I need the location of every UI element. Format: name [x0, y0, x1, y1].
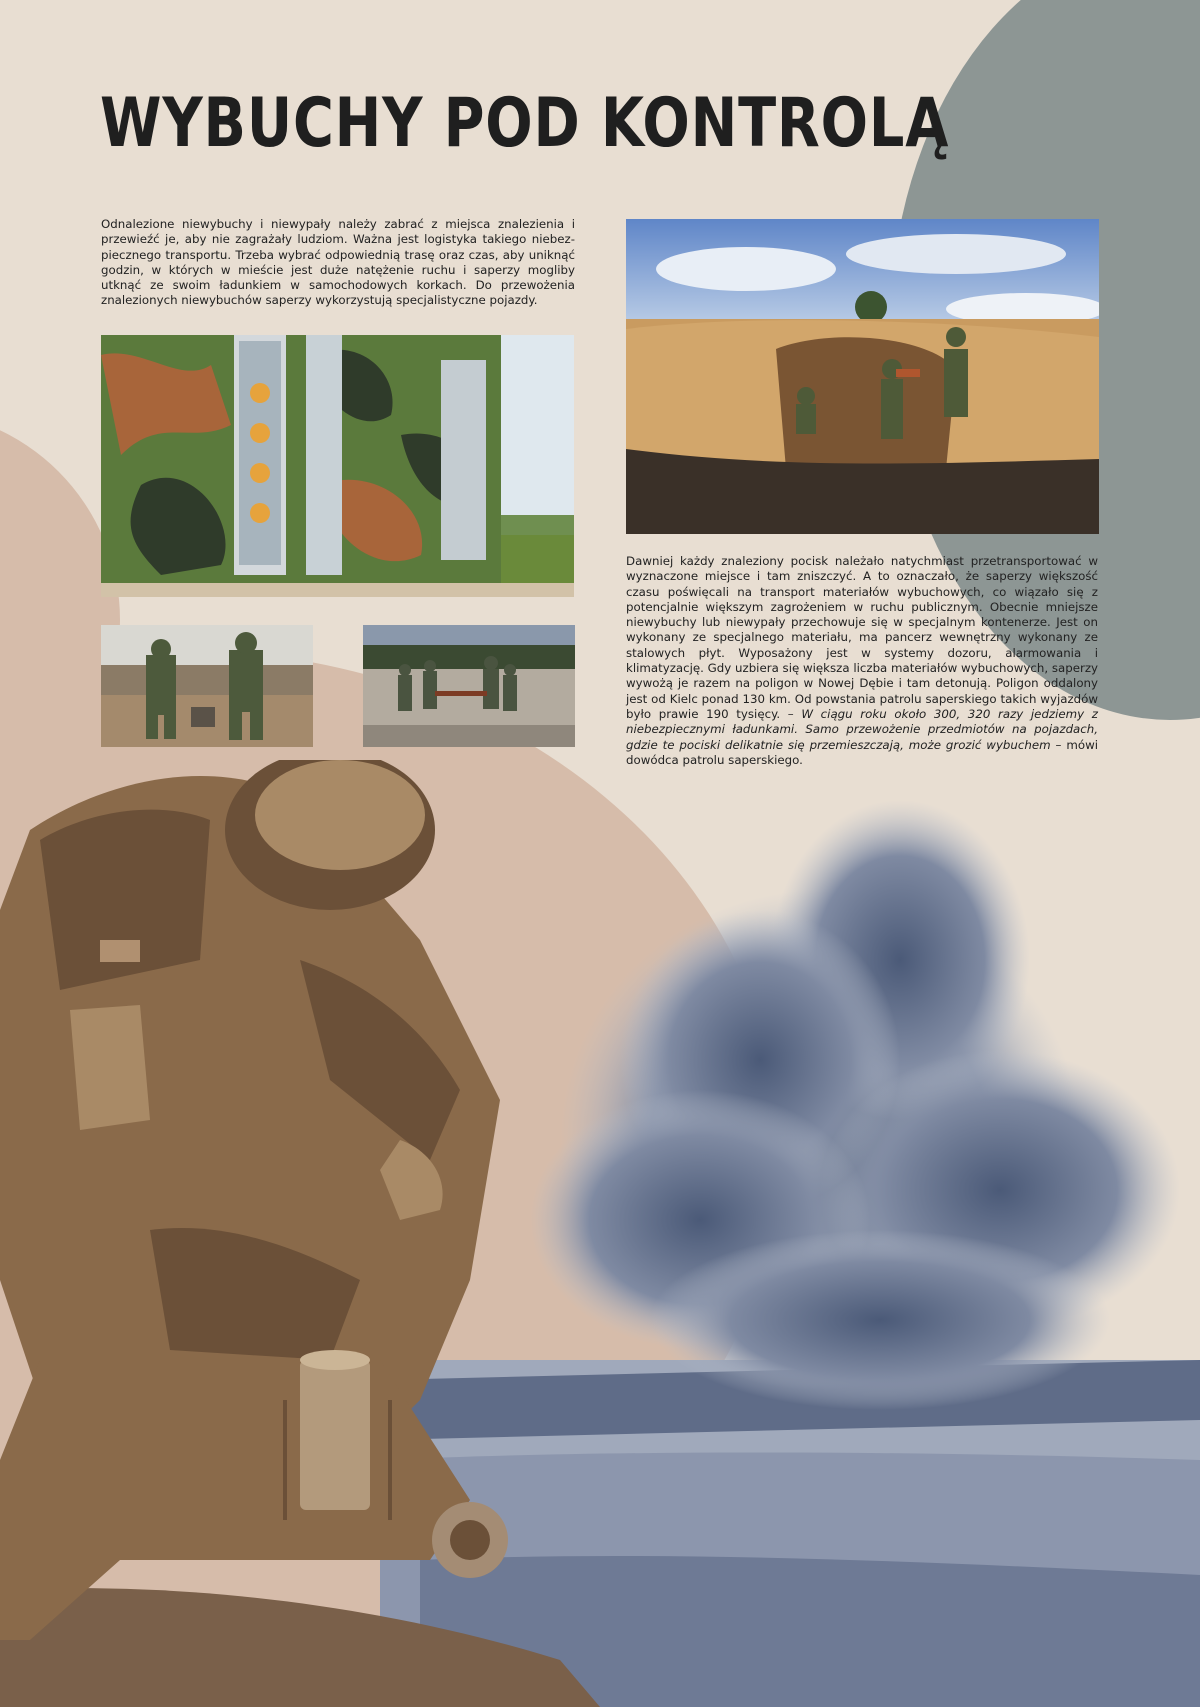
intro-paragraph: Odnalezione niewybuchy i niewypały należy zabrać z miejsca znalezienia i przewieźć je, aby nie zagrażały ludziom. Ważna jest logistyka takiego niebezpiecznego transportu. Trzeba wybrać odpowiednią trasę oraz czas, aby uniknąć godzin, w których w mieście jest duże natężenie ruchu i saperzy mogliby utknąć ze swoim ładunkiem w samochodowych korkach. Do przewożenia znalezionych niewybuchów saperzy wykorzystują specjalistyczne pojazdy.	[101, 217, 575, 308]
main-paragraph	[626, 554, 1098, 768]
poster-title: WYBUCHY POD KONTROLĄ	[100, 84, 950, 163]
photo-sappers-crater	[626, 219, 1099, 534]
photo-soldiers-carrying	[101, 625, 313, 747]
main-paragraph-text: Dawniej każdy znaleziony pocisk należało natychmiast przetransportować w wyznaczone miejsce i tam zniszczyć. A to oznaczało, że saperzy większość czasu poświęcali na transport materiałów wybuchowych, co wiązało się z potencjalnie większym zagrożeniem w ruchu publicznym. Obecnie mniejsze niewybuchy lub niewypały przechowuje się w specjalnym kontenerze. Jest on wykonany ze specjalnego materiału, ma pancerz wewnętrzny wykonany ze stalowych płyt. Wyposażony jest w systemy dozoru, alarmowania i klimatyzację. Gdy uzbiera się większa liczba materiałów wybuchowych, saperzy wywożą je razem na poligon w Nowej Dębie i tam detonują. Poligon oddalony jest od Kielc ponad 130 km. Od powstania patrolu saperskiego takich wyjazdów było prawie 190 tysięcy.	[626, 554, 1098, 721]
photo-soldiers-field	[363, 625, 575, 747]
commander-quote: – W ciągu roku około 300, 320 razy jedziemy z niebezpiecznymi ładunkami. Samo przewożenie przedmiotów na pojazdach, gdzie te pociski delikatnie się przemieszczają, może grozić wybuchem	[626, 706, 1098, 752]
photo-storage-container	[101, 335, 574, 597]
illustration-sapper-explosion	[0, 760, 1200, 1707]
quote-attribution: – mówi dowódca patrolu saperskiego.	[626, 737, 1098, 767]
